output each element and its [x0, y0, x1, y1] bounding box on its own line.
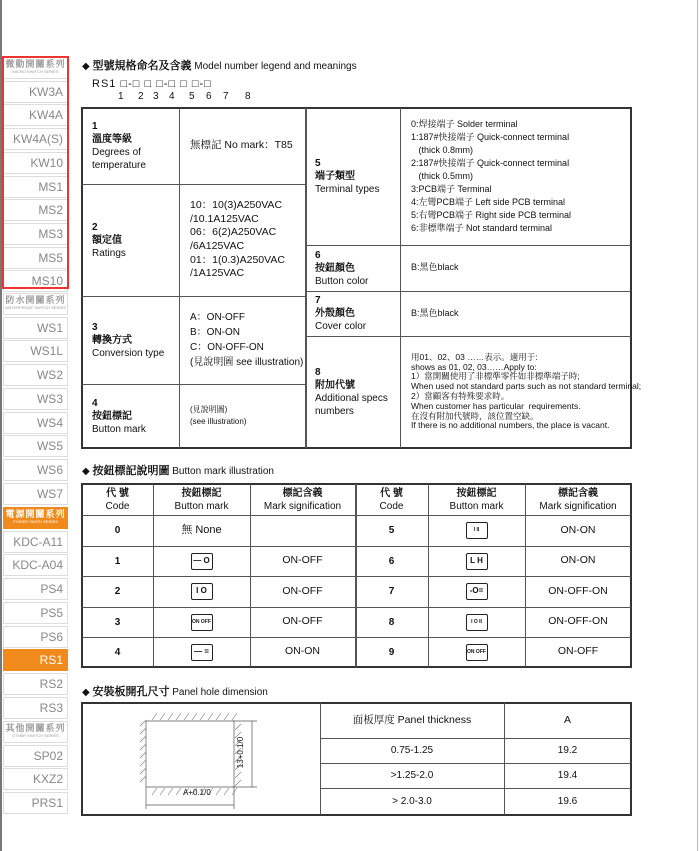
code-position-number: 1 [118, 91, 124, 102]
sidebar-group-header [3, 721, 68, 743]
spec-value-line: 用01、02、03 ……表示。適用于: [411, 351, 538, 362]
spec-value [190, 184, 285, 296]
sidebar-item-ws4[interactable]: WS4 [3, 412, 68, 434]
sidebar-item-ps4[interactable]: PS4 [3, 578, 68, 600]
spec-label [315, 245, 405, 291]
spec-name-cn: 外殼顏色 [315, 308, 355, 319]
spec-value-line: (see illustration) [190, 417, 247, 426]
header-cn: 按鈕標記 [181, 487, 222, 499]
legend-heading: ◆ 型號規格命名及含義 Model number legend and meanings [82, 60, 357, 72]
button-mark-cell [428, 546, 525, 576]
spec-label [315, 336, 405, 448]
sidebar-item-sp02[interactable]: SP02 [3, 745, 68, 767]
sidebar-item-ws5[interactable]: WS5 [3, 435, 68, 457]
spec-number: 4 [92, 397, 98, 409]
sidebar-item-ms3[interactable]: MS3 [3, 223, 68, 245]
sidebar-item-ws2[interactable]: WS2 [3, 364, 68, 386]
code-cell: 9 [388, 646, 395, 658]
code-cell: 7 [388, 586, 395, 597]
spec-name-cn: 額定值 [92, 234, 122, 246]
spec-number: 1 [92, 121, 98, 132]
column-header [355, 484, 428, 515]
spec-value-line: (見說明圖 see illustration) [190, 357, 304, 368]
spec-value-line: 1:187#快接端子 Quick-connect terminal [411, 131, 570, 142]
spec-value-line: (見說明圖) [190, 405, 228, 414]
spec-value-line: 5:右彎PCB端子 Right side PCB terminal [411, 210, 572, 221]
code-cell: 6 [388, 555, 395, 567]
code-position-number: 3 [153, 91, 159, 102]
code-cell: 3 [114, 616, 121, 628]
code-position-number: 8 [245, 91, 251, 102]
sidebar-item-kw4as[interactable]: KW4A(S) [3, 128, 68, 150]
spec-number: 2 [92, 221, 98, 233]
model-code: RS1 □-□ □ □-□ □ □-□ [92, 78, 212, 90]
sidebar-item-kw4a[interactable]: KW4A [3, 104, 68, 126]
sidebar-group-header [3, 507, 68, 529]
header-cn: 標記含義 [558, 487, 598, 499]
group-title-cn: 微動開關系列 [5, 59, 66, 69]
panel-cell: 19.2 [557, 745, 578, 756]
spec-value-line: 在沒有附加代號時，該位置空缺。 [411, 410, 539, 421]
spec-value [411, 336, 641, 448]
spec-value-line: When used not standard parts such as not standard terminal; [411, 381, 642, 392]
column-header [428, 484, 525, 515]
button-mark-icon: ON OFF [466, 644, 488, 661]
button-mark-cell [428, 607, 525, 637]
spec-number: 3 [92, 321, 98, 333]
column-header [153, 484, 250, 515]
spec-value-line: 10：10(3)A250VAC [190, 199, 283, 212]
sidebar-item-kdca11[interactable]: KDC-A11 [3, 531, 68, 553]
sidebar-item-rs3[interactable]: RS3 [3, 697, 68, 719]
spec-value-line: B：ON-ON [190, 327, 240, 338]
code-cell: 4 [114, 646, 121, 658]
spec-number: 7 [315, 295, 321, 306]
signification-cell: ON-ON [285, 645, 320, 658]
spec-value-line: 06：6(2)A250VAC [190, 226, 277, 239]
panel-heading-cn: 安裝板開孔尺寸 [92, 686, 170, 698]
button-mark-cell [428, 637, 525, 667]
panel-cell: >1.25-2.0 [390, 770, 434, 781]
group-title-en: WATERPROOF SWITCH SERIES [5, 305, 66, 310]
header-en: Mark signification [263, 500, 342, 512]
column-header [525, 484, 631, 515]
panel-cell: 0.75-1.25 [390, 745, 434, 756]
spec-name-en: Cover color [315, 321, 367, 332]
sidebar-item-ws6[interactable]: WS6 [3, 459, 68, 481]
code-position-number: 2 [138, 91, 144, 102]
sidebar-item-kw3a[interactable]: KW3A [3, 81, 68, 103]
sidebar-item-ws7[interactable]: WS7 [3, 483, 68, 505]
signification-cell: ON-OFF [282, 554, 323, 567]
spec-label [315, 108, 405, 245]
panel-heading: ◆ 安裝板開孔尺寸 Panel hole dimension [82, 686, 268, 698]
spec-value-line: 1）當開關使用了非標準零件如非標準端子時; [411, 371, 580, 382]
spec-name-cn: 附加代號 [315, 380, 355, 391]
spec-name-en: Terminal types [315, 184, 380, 195]
signification-cell: ON-OFF-ON [548, 584, 608, 597]
spec-name-cn: 按鈕顏色 [315, 262, 355, 274]
sidebar-item-ps5[interactable]: PS5 [3, 602, 68, 624]
spec-name-cn: 轉換方式 [92, 334, 132, 346]
code-cell: 1 [114, 555, 121, 567]
panel-cell: 19.4 [557, 770, 578, 781]
group-title-en: POWER SWITH SERIES [13, 519, 58, 524]
button-mark-cell [153, 607, 250, 637]
legend-heading-en: Model number legend and meanings [194, 61, 357, 72]
signification-cell [250, 515, 355, 546]
sidebar-item-kxz2[interactable]: KXZ2 [3, 768, 68, 790]
spec-number: 6 [315, 249, 321, 261]
button-mark-icon: I II [466, 522, 488, 539]
sidebar-item-kw10[interactable]: KW10 [3, 152, 68, 174]
group-title-cn: 電源開關系列 [5, 509, 66, 519]
button-mark-cell: 無 None [181, 524, 222, 537]
spec-value-line: /10.1A125VAC [190, 212, 259, 225]
header-en: Mark signification [539, 500, 617, 512]
header-en: Code [379, 500, 404, 512]
spec-value [411, 245, 459, 291]
sidebar-highlight-frame [2, 56, 69, 289]
spec-name-en: Button color [315, 275, 369, 287]
spec-name-cn: 端子類型 [315, 171, 355, 182]
button-mark-icon: — O [191, 553, 213, 570]
sidebar-item-ws1[interactable]: WS1 [3, 317, 68, 339]
spec-value-line: 4:左彎PCB端子 Left side PCB terminal [411, 197, 566, 208]
button-mark-icon: I O [191, 583, 213, 600]
spec-value-line: 01：1(0.3)A250VAC [190, 253, 285, 266]
spec-value [190, 296, 303, 384]
spec-value-line: shows as 01, 02, 03……Apply to: [411, 361, 537, 372]
header-cn: 按鈕標記 [456, 487, 497, 499]
header-en: Button mark [449, 500, 504, 512]
button-mark-heading-cn: 按鈕標記說明圖 [92, 465, 170, 477]
header-en: Button mark [174, 500, 229, 512]
sidebar-item-ms10[interactable]: MS10 [3, 270, 68, 292]
sidebar-item-ps6[interactable]: PS6 [3, 626, 68, 648]
spec-value-line: When customer has particular requirements. [411, 400, 581, 411]
dim-width-label: A+0.1/0 [183, 788, 211, 797]
header-cn: 代 號 [106, 487, 129, 499]
panel-hole-diagram [82, 704, 319, 814]
spec-name-en: Conversion type [92, 347, 165, 359]
code-cell: 5 [388, 525, 395, 536]
spec-value-line: C：ON-OFF-ON [190, 342, 264, 353]
panel-heading-en: Panel hole dimension [172, 687, 268, 698]
spec-name-en: Additional specs numbers [315, 393, 388, 417]
signification-cell: ON-OFF [557, 645, 599, 658]
sidebar-item-ms2[interactable]: MS2 [3, 199, 68, 221]
page-edge-right [697, 0, 698, 851]
header-en: Code [105, 500, 130, 512]
button-mark-heading: ◆ 按鈕標記說明圖 Button mark illustration [82, 465, 274, 477]
code-position-number: 6 [206, 91, 212, 102]
spec-number: 5 [315, 158, 321, 169]
button-mark-icon: -O= [466, 583, 488, 600]
sidebar-item-ws3[interactable]: WS3 [3, 388, 68, 410]
panel-header: 面板厚度 Panel thickness [352, 713, 472, 726]
group-title-cn: 其他開關系列 [5, 723, 66, 733]
button-mark-icon: ON OFF [191, 614, 213, 631]
spec-name-en: Degrees of temperature [92, 147, 146, 171]
spec-name-en: Button mark [92, 423, 146, 435]
button-mark-icon: I O II [466, 614, 488, 631]
spec-value [411, 108, 571, 245]
spec-value-line: 2）當顧客有特殊要求時。 [411, 391, 510, 401]
spec-value [190, 108, 293, 184]
sidebar-item-ms5[interactable]: MS5 [3, 247, 68, 269]
sidebar-item-rs1[interactable]: RS1 [3, 649, 68, 671]
spec-number: 8 [315, 367, 321, 378]
table-divider [305, 108, 307, 448]
column-header [250, 484, 355, 515]
button-mark-cell [153, 637, 250, 667]
legend-heading-cn: 型號規格命名及含義 [92, 60, 192, 72]
button-mark-cell [428, 515, 525, 546]
spec-label [92, 296, 184, 384]
spec-value [411, 291, 459, 336]
sidebar-item-prs1[interactable]: PRS1 [3, 792, 68, 814]
panel-cell: 19.6 [557, 796, 578, 807]
spec-label [315, 291, 405, 336]
spec-value-line: (thick 0.5mm) [411, 170, 474, 181]
spec-value-line: (thick 0.8mm) [411, 144, 474, 155]
code-position-number: 7 [223, 91, 229, 102]
spec-value [190, 384, 246, 448]
spec-value-line: 2:187#快接端子 Quick-connect terminal [411, 157, 570, 168]
panel-header: A [563, 713, 571, 726]
button-mark-heading-en: Button mark illustration [172, 466, 274, 477]
spec-name-en: Ratings [92, 247, 126, 259]
spec-value-line: A：ON-OFF [190, 312, 245, 323]
code-cell: 2 [114, 586, 121, 597]
column-header [82, 484, 153, 515]
button-mark-cell [153, 576, 250, 607]
dim-height-label: 13+0.1/0 [236, 736, 246, 769]
header-cn: 代 號 [380, 487, 403, 499]
spec-value-line: /1A125VAC [190, 267, 245, 280]
sidebar-item-kdca04[interactable]: KDC-A04 [3, 554, 68, 576]
button-mark-cell [428, 576, 525, 607]
signification-cell: ON-OFF-ON [548, 615, 608, 628]
spec-label [92, 108, 184, 184]
sidebar-group-header [3, 293, 68, 315]
spec-value-line: /6A125VAC [190, 240, 245, 252]
header-cn: 標記含義 [282, 487, 323, 499]
spec-value-line: B:黑色black [411, 262, 459, 273]
sidebar-item-rs2[interactable]: RS2 [3, 673, 68, 695]
sidebar-item-ms1[interactable]: MS1 [3, 176, 68, 198]
code-position-number: 4 [169, 91, 175, 102]
sidebar-item-ws1l[interactable]: WS1L [3, 340, 68, 362]
code-position-number: 5 [189, 91, 195, 102]
code-cell: 0 [114, 525, 121, 536]
spec-value-line: 無標記 No mark：T85 [190, 139, 293, 152]
button-mark-cell [153, 546, 250, 576]
spec-label [92, 384, 184, 448]
spec-label [92, 184, 184, 296]
button-mark-icon: L H [466, 553, 488, 570]
signification-cell: ON-ON [560, 523, 596, 536]
button-mark-icon: — = [191, 644, 213, 661]
spec-name-cn: 溫度等級 [92, 134, 132, 145]
spec-value-line: 3:PCB端子 Terminal [411, 184, 492, 195]
code-cell: 8 [388, 616, 395, 628]
spec-value-line: If there is no additional numbers, the place is vacant. [411, 420, 610, 431]
signification-cell: ON-ON [560, 554, 596, 567]
signification-cell: ON-OFF [282, 615, 323, 628]
panel-cell: > 2.0-3.0 [392, 796, 432, 807]
group-title-en: MICRO SWITCH SERIES [12, 69, 59, 74]
group-title-en: OTHER SWITCH SERIES [12, 733, 59, 738]
spec-name-cn: 按鈕標記 [92, 410, 132, 422]
signification-cell: ON-OFF [282, 584, 323, 597]
spec-value-line: 0:焊接端子 Solder terminal [411, 118, 518, 129]
spec-value-line: 6:非標準端子 Not standard terminal [411, 223, 553, 234]
group-title-cn: 防水開關系列 [5, 295, 66, 305]
spec-value-line: B:黑色black [411, 307, 459, 318]
